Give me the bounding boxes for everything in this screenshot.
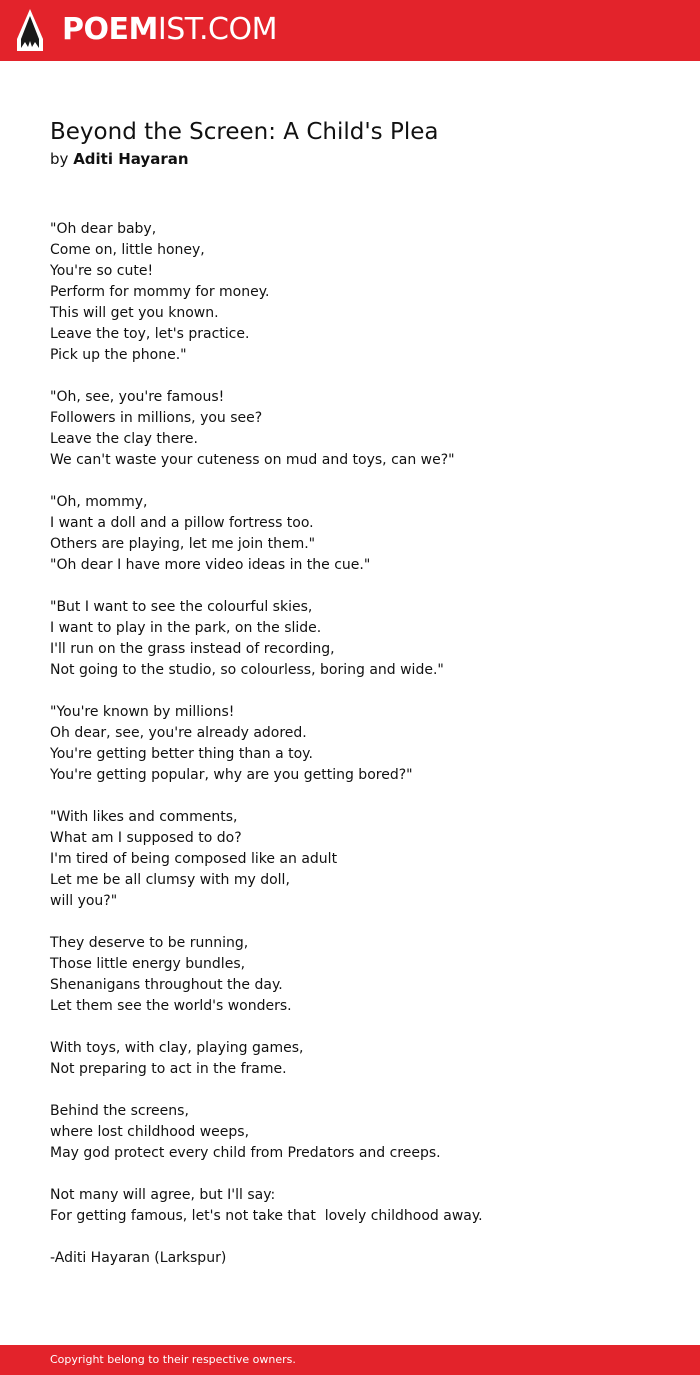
poem-line: This will get you known.: [50, 305, 219, 321]
site-logo-link[interactable]: [62, 12, 277, 48]
poem-line: "Oh dear baby,: [50, 221, 157, 237]
poem-signature: -Aditi Hayaran (Larkspur): [50, 1250, 227, 1266]
stanza: [50, 1185, 670, 1227]
stanza: [50, 933, 670, 1017]
stanza: [50, 807, 670, 912]
poem-line: Leave the clay there.: [50, 431, 198, 447]
poem-line: "With likes and comments,: [50, 809, 238, 825]
stanza: [50, 219, 670, 366]
poem-line: "You're known by millions!: [50, 704, 235, 720]
author-name: Aditi Hayaran: [73, 150, 189, 168]
poem-line: Leave the toy, let's practice.: [50, 326, 250, 342]
poem-line: Pick up the phone.": [50, 347, 187, 363]
brand-name-rest: IST.COM: [157, 12, 277, 47]
byline: [50, 149, 189, 169]
poem-line: I want to play in the park, on the slide.: [50, 620, 322, 636]
poem-line: You're so cute!: [50, 263, 154, 279]
stanza: [50, 1038, 670, 1080]
poem-title: Beyond the Screen: A Child's Plea: [50, 119, 439, 145]
poem-line: "Oh, mommy,: [50, 494, 148, 510]
poem-line: Those little energy bundles,: [50, 956, 246, 972]
site-header: [0, 0, 700, 61]
poem-line: Come on, little honey,: [50, 242, 205, 258]
brand-name-bold: POEM: [62, 12, 158, 47]
poem-line: With toys, with clay, playing games,: [50, 1040, 304, 1056]
poem-line: I want a doll and a pillow fortress too.: [50, 515, 314, 531]
poem-line: "Oh dear I have more video ideas in the cue.": [50, 557, 371, 573]
poem-line: Not many will agree, but I'll say:: [50, 1187, 276, 1203]
site-footer: [0, 1345, 700, 1375]
poem-line: Shenanigans throughout the day.: [50, 977, 283, 993]
poem-line: For getting famous, let's not take that lovely childhood away.: [50, 1208, 483, 1224]
stanza: [50, 597, 670, 681]
poem-line: "But I want to see the colourful skies,: [50, 599, 313, 615]
poem-line: Let them see the world's wonders.: [50, 998, 292, 1014]
poem-line: They deserve to be running,: [50, 935, 249, 951]
poem-line: Let me be all clumsy with my doll,: [50, 872, 290, 888]
poem-body: [50, 219, 670, 1290]
copyright-notice: Copyright belong to their respective owners.: [50, 1353, 296, 1366]
poem-line: I'll run on the grass instead of recording,: [50, 641, 335, 657]
poem-line: Perform for mommy for money.: [50, 284, 270, 300]
poem-line: May god protect every child from Predators and creeps.: [50, 1145, 441, 1161]
poem-line: Others are playing, let me join them.": [50, 536, 316, 552]
stanza: [50, 1101, 670, 1164]
poem-line: You're getting better thing than a toy.: [50, 746, 313, 762]
pencil-tip-icon[interactable]: [17, 9, 43, 51]
stanza: [50, 387, 670, 471]
poem-line: Followers in millions, you see?: [50, 410, 263, 426]
poem-line: I'm tired of being composed like an adult: [50, 851, 338, 867]
poem-line: "Oh, see, you're famous!: [50, 389, 225, 405]
poem-line: Not preparing to act in the frame.: [50, 1061, 287, 1077]
by-label: by: [50, 150, 69, 168]
poem-line: You're getting popular, why are you getting bored?": [50, 767, 413, 783]
poem-line: Oh dear, see, you're already adored.: [50, 725, 307, 741]
stanza: [50, 492, 670, 576]
poem-line: We can't waste your cuteness on mud and toys, can we?": [50, 452, 455, 468]
poem-line: will you?": [50, 893, 118, 909]
poem-line: where lost childhood weeps,: [50, 1124, 250, 1140]
stanza-signature: [50, 1248, 670, 1269]
poem-line: Behind the screens,: [50, 1103, 189, 1119]
poem-line: Not going to the studio, so colourless, boring and wide.": [50, 662, 444, 678]
stanza: [50, 702, 670, 786]
poem-line: What am I supposed to do?: [50, 830, 242, 846]
